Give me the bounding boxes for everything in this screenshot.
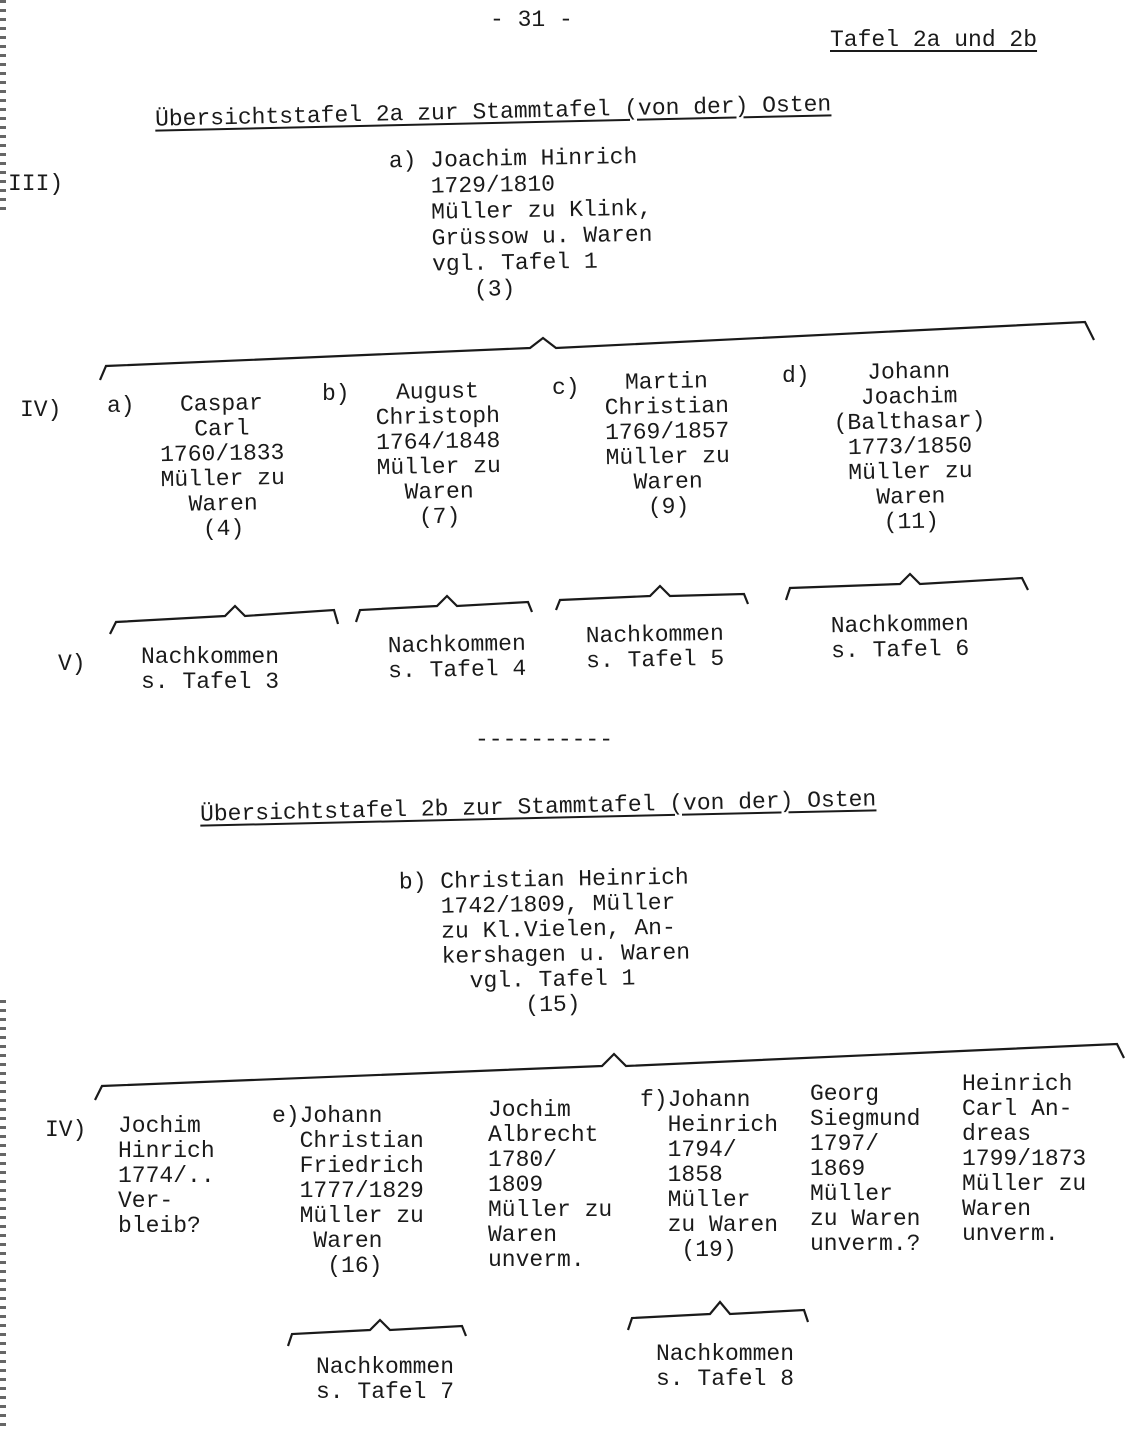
brace-2b-child-f: [628, 1302, 808, 1330]
brace-2a-child-d: [786, 574, 1028, 600]
child-person: Martin Christian 1769/1857 Müller zu Waren (9): [604, 368, 731, 521]
brace-2b-child-e: [288, 1320, 466, 1346]
child-person: f)Johann Heinrich 1794/ 1858 Müller zu Waren (19): [640, 1087, 779, 1263]
brace-2b-main: [95, 1044, 1124, 1100]
child-letter: c): [552, 375, 580, 401]
descendants-note: Nachkommen s. Tafel 5: [585, 620, 725, 675]
generation-label-iv-2b: IV): [45, 1117, 87, 1143]
descendants-note: Nachkommen s. Tafel 8: [655, 1341, 795, 1392]
tafel-label: Tafel 2a und 2b: [830, 27, 1038, 53]
page-number: - 31 -: [490, 7, 573, 33]
descendants-note: Nachkommen s. Tafel 3: [140, 644, 280, 695]
descendants-note: Nachkommen s. Tafel 7: [315, 1354, 455, 1405]
root-person-2a: a) Joachim Hinrich 1729/1810 Müller zu Klink, Grüssow u. Waren vgl. Tafel 1 (3): [388, 143, 653, 305]
section-2a-title: Übersichtstafel 2a zur Stammtafel (von der) Osten: [154, 91, 832, 133]
descendants-note: Nachkommen s. Tafel 6: [830, 610, 970, 665]
child-person: Caspar Carl 1760/1833 Müller zu Waren (4): [159, 390, 286, 543]
section-separator: ----------: [475, 727, 614, 753]
brace-2a-main: [100, 322, 1094, 380]
child-person: e)Johann Christian Friedrich 1777/1829 Müller zu Waren (16): [272, 1103, 424, 1279]
child-person: August Christoph 1764/1848 Müller zu Waren (7): [375, 378, 502, 531]
child-person: Georg Siegmund 1797/ 1869 Müller zu Waren unverm.?: [810, 1081, 921, 1257]
generation-label-v: V): [58, 651, 86, 677]
child-person: Johann Joachim (Balthasar) 1773/1850 Müller zu Waren (11): [833, 358, 986, 536]
child-letter: a): [107, 393, 135, 419]
child-person: Jochim Albrecht 1780/ 1809 Müller zu Waren unverm.: [488, 1097, 613, 1273]
child-person: Jochim Hinrich 1774/.. Ver- bleib?: [118, 1113, 215, 1239]
brace-2a-child-a: [110, 606, 338, 634]
brace-2a-child-b: [356, 596, 532, 622]
child-letter: b): [322, 381, 350, 407]
root-person-2b: b) Christian Heinrich 1742/1809, Müller zu Kl.Vielen, An- kershagen u. Waren vgl. Tafel 1 (15): [398, 864, 691, 1021]
generation-label-iv-2a: IV): [20, 397, 62, 423]
child-letter: d): [782, 363, 810, 389]
brace-2a-child-c: [556, 586, 748, 610]
child-person: Heinrich Carl An- dreas 1799/1873 Müller zu Waren unverm.: [962, 1071, 1087, 1247]
section-2b-title: Übersichtstafel 2b zur Stammtafel (von der) Osten: [199, 786, 877, 828]
descendants-note: Nachkommen s. Tafel 4: [387, 630, 527, 685]
generation-label-iii: III): [8, 171, 64, 197]
